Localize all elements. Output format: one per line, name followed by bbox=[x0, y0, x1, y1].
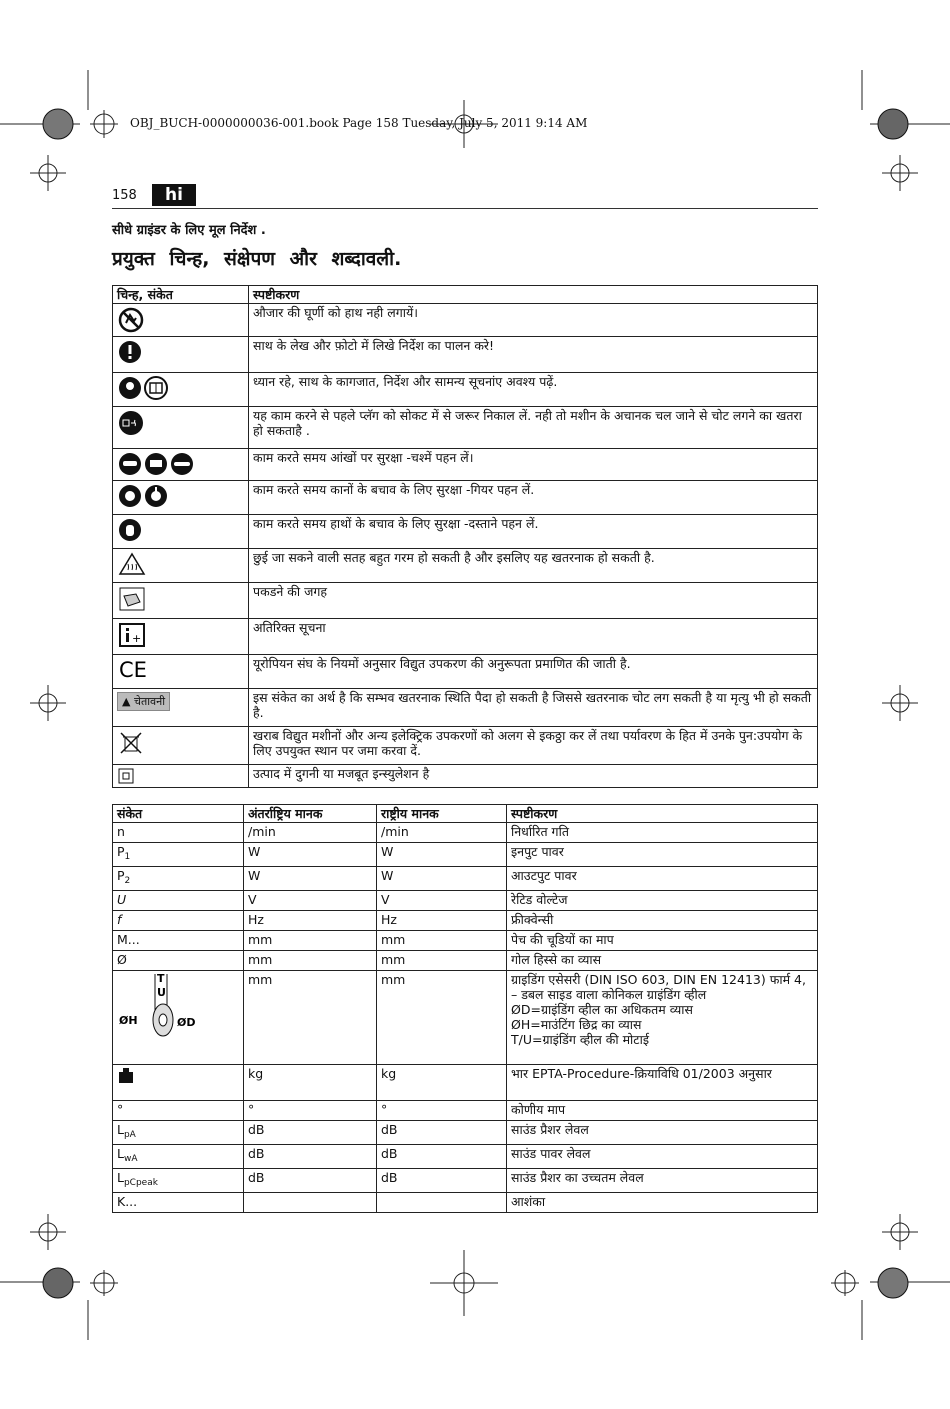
unit-symbol: $P_1$ bbox=[113, 843, 244, 867]
mandatory-exclamation-icon bbox=[113, 337, 249, 373]
unit-description: साउंड प्रैशर का उच्चतम लेवल bbox=[507, 1169, 818, 1193]
symbol-explanation: उत्पाद में दुगनी या मजबूत इन्स्युलेशन है bbox=[249, 765, 818, 788]
intl-unit: dB bbox=[244, 1121, 377, 1145]
no-touch-rotating-icon bbox=[113, 304, 249, 337]
symbol-explanation: पकडने की जगह bbox=[249, 583, 818, 619]
unit-description: रेटिड वोल्टेज bbox=[507, 891, 818, 911]
unit-row bbox=[113, 1145, 818, 1169]
warning-icon bbox=[113, 689, 249, 727]
col-header-symbol: चिन्ह, संकेत bbox=[113, 286, 249, 304]
intl-unit: V bbox=[244, 891, 377, 911]
intl-unit: /min bbox=[244, 823, 377, 843]
grinding-wheel-diagram bbox=[117, 972, 197, 1058]
unit-symbol: $P_2$ bbox=[113, 867, 244, 891]
unit-description: आउटपुट पावर bbox=[507, 867, 818, 891]
national-unit: mm bbox=[377, 931, 507, 951]
symbol-row bbox=[113, 481, 818, 515]
national-unit: /min bbox=[377, 823, 507, 843]
book-header: OBJ_BUCH-0000000036-001.book Page 158 Tuesday, July 5, 2011 9:14 AM bbox=[130, 116, 588, 130]
unit-description: फ्रीक्वेन्सी bbox=[507, 911, 818, 931]
intl-unit: dB bbox=[244, 1169, 377, 1193]
national-unit: mm bbox=[377, 951, 507, 971]
symbol-row bbox=[113, 655, 818, 689]
hot-surface-icon bbox=[113, 549, 249, 583]
national-unit: W bbox=[377, 867, 507, 891]
document-subtitle: सीधे ग्राइंडर के लिए मूल निर्देश . bbox=[112, 223, 266, 238]
unit-description: गोल हिस्से का व्यास bbox=[507, 951, 818, 971]
intl-unit: Hz bbox=[244, 911, 377, 931]
unit-row bbox=[113, 867, 818, 891]
unit-row bbox=[113, 1169, 818, 1193]
intl-unit: mm bbox=[244, 931, 377, 951]
symbol-row bbox=[113, 449, 818, 481]
symbol-explanation: यह काम करने से पहले प्लॅग को सोकट में से जरूर निकाल लें. नही तो मशीन के अचानक चल जाने से चोट लगने का खतरा हो सकताहै . bbox=[249, 407, 818, 449]
symbol-explanation: छुई जा सकने वाली सतह बहुत गरम हो सकती है और इसलिए यह खतरनाक हो सकती है. bbox=[249, 549, 818, 583]
svg-text:ØD: ØD bbox=[177, 1016, 196, 1029]
weight-icon bbox=[117, 1066, 135, 1084]
unit-row bbox=[113, 891, 818, 911]
ear-protection-icon bbox=[113, 481, 249, 515]
units-table bbox=[112, 804, 818, 1213]
symbol-row bbox=[113, 689, 818, 727]
col-header-intl: अंतर्राष्ट्रिय मानक bbox=[244, 805, 377, 823]
unit-symbol: K... bbox=[113, 1193, 244, 1213]
symbol-explanation: खराब विद्युत मशीनों और अन्य इलेक्ट्रिक उपकरणों को अलग से इकठ्ठा कर लें तथा पर्यावरण के हित में उनके पुन:उपयोग के लिए उपयुक्त स्थान पर जमा करवा दें. bbox=[249, 727, 818, 765]
unit-row bbox=[113, 823, 818, 843]
svg-text:T: T bbox=[157, 972, 165, 985]
unit-description: आशंका bbox=[507, 1193, 818, 1213]
national-unit: kg bbox=[377, 1065, 507, 1101]
symbol-row bbox=[113, 583, 818, 619]
grip-area-icon bbox=[113, 583, 249, 619]
svg-text:CE: CE bbox=[119, 658, 147, 680]
symbol-row bbox=[113, 337, 818, 373]
warning-label: ▲ चेतावनी bbox=[117, 692, 170, 711]
intl-unit bbox=[244, 1193, 377, 1213]
national-unit: V bbox=[377, 891, 507, 911]
national-unit: ° bbox=[377, 1101, 507, 1121]
national-unit: dB bbox=[377, 1121, 507, 1145]
symbol-explanation: औजार की घूर्णी को हाथ नही लगायें। bbox=[249, 304, 818, 337]
symbol-explanation: काम करते समय कानों के बचाव के लिए सुरक्षा -गियर पहन लें. bbox=[249, 481, 818, 515]
unit-description: पेच की चूडियों का माप bbox=[507, 931, 818, 951]
unit-row bbox=[113, 843, 818, 867]
unit-row bbox=[113, 1101, 818, 1121]
unit-row bbox=[113, 1193, 818, 1213]
national-unit: W bbox=[377, 843, 507, 867]
symbol-row bbox=[113, 727, 818, 765]
unit-symbol bbox=[113, 1065, 244, 1101]
intl-unit: dB bbox=[244, 1145, 377, 1169]
intl-unit: mm bbox=[244, 951, 377, 971]
symbol-explanation: साथ के लेख और फ़ोटो में लिखे निर्देश का पालन करे! bbox=[249, 337, 818, 373]
col-header-explanation: स्पष्टीकरण bbox=[249, 286, 818, 304]
unit-symbol: Ø bbox=[113, 951, 244, 971]
unit-symbol: $L_{pA}$ bbox=[113, 1121, 244, 1145]
unit-symbol: ° bbox=[113, 1101, 244, 1121]
page-title: प्रयुक्त चिन्ह, संक्षेपण और शब्दावली. bbox=[112, 248, 402, 270]
svg-text:U: U bbox=[157, 986, 166, 999]
national-unit: dB bbox=[377, 1169, 507, 1193]
unit-row bbox=[113, 931, 818, 951]
header-rule bbox=[112, 208, 818, 209]
unit-symbol: M... bbox=[113, 931, 244, 951]
unit-symbol: U bbox=[113, 891, 244, 911]
unit-description: कोणीय माप bbox=[507, 1101, 818, 1121]
ce-mark-icon bbox=[113, 655, 249, 689]
double-insulation-icon bbox=[113, 765, 249, 788]
national-unit: mm bbox=[377, 971, 507, 1065]
svg-text:+: + bbox=[132, 632, 142, 645]
unit-symbol: $L_{pCpeak}$ bbox=[113, 1169, 244, 1193]
unit-description: इनपुट पावर bbox=[507, 843, 818, 867]
symbols-table bbox=[112, 285, 818, 788]
symbol-row bbox=[113, 373, 818, 407]
gloves-icon bbox=[113, 515, 249, 549]
national-unit: dB bbox=[377, 1145, 507, 1169]
intl-unit: kg bbox=[244, 1065, 377, 1101]
unit-description: भार EPTA-Procedure-क्रियाविधि 01/2003 अनुसार bbox=[507, 1065, 818, 1101]
national-unit: Hz bbox=[377, 911, 507, 931]
unplug-icon bbox=[113, 407, 249, 449]
symbol-explanation: काम करते समय हाथों के बचाव के लिए सुरक्षा -दस्ताने पहन लें. bbox=[249, 515, 818, 549]
symbol-explanation: ध्यान रहे, साथ के कागजात, निर्देश और सामन्य सूचनांए अवश्य पढ़ें. bbox=[249, 373, 818, 407]
unit-row bbox=[113, 971, 818, 1065]
unit-row bbox=[113, 1065, 818, 1101]
language-tab: hi bbox=[152, 184, 196, 206]
intl-unit: ° bbox=[244, 1101, 377, 1121]
unit-description: निर्धारित गति bbox=[507, 823, 818, 843]
unit-symbol: f bbox=[113, 911, 244, 931]
svg-text:ØH: ØH bbox=[119, 1014, 138, 1027]
intl-unit: W bbox=[244, 843, 377, 867]
col-header-national: राष्ट्रीय मानक bbox=[377, 805, 507, 823]
col-header-desc: स्पष्टीकरण bbox=[507, 805, 818, 823]
unit-symbol: $L_{wA}$ bbox=[113, 1145, 244, 1169]
unit-description: ग्राइडिंग एसेसरी (DIN ISO 603, DIN EN 12413) फार्म 4, – डबल साइड वाला कोनिकल ग्राइंडिंग व्हील ØD=ग्राइंडिंग व्हील का अधिकतम व्यास ØH=माउंटिंग छिद्र का व्यास T/U=ग्राइंडिंग व्हील की मोटाई bbox=[507, 971, 818, 1065]
intl-unit: mm bbox=[244, 971, 377, 1065]
unit-description: साउंड पावर लेवल bbox=[507, 1145, 818, 1169]
symbol-explanation: यूरोपियन संघ के नियमों अनुसार विद्युत उपकरण की अनुरूपता प्रमाणित की जाती है. bbox=[249, 655, 818, 689]
symbol-row bbox=[113, 407, 818, 449]
col-header-sign: संकेत bbox=[113, 805, 244, 823]
weee-bin-icon bbox=[113, 727, 249, 765]
page-number: 158 bbox=[112, 188, 137, 203]
national-unit bbox=[377, 1193, 507, 1213]
symbol-row bbox=[113, 549, 818, 583]
intl-unit: W bbox=[244, 867, 377, 891]
unit-symbol bbox=[113, 971, 244, 1065]
symbol-row bbox=[113, 515, 818, 549]
read-manual-icon bbox=[113, 373, 249, 407]
unit-row bbox=[113, 951, 818, 971]
symbol-explanation: काम करते समय आंखों पर सुरक्षा -चश्में पहन लें। bbox=[249, 449, 818, 481]
unit-row bbox=[113, 1121, 818, 1145]
unit-row bbox=[113, 911, 818, 931]
symbol-row bbox=[113, 304, 818, 337]
info-icon bbox=[113, 619, 249, 655]
unit-description: साउंड प्रैशर लेवल bbox=[507, 1121, 818, 1145]
eye-protection-icon bbox=[113, 449, 249, 481]
symbol-explanation: इस संकेत का अर्थ है कि सम्भव खतरनाक स्थिति पैदा हो सकती है जिससे खतरनाक चोट लग सकती है या मृत्यु भी हो सकती है. bbox=[249, 689, 818, 727]
symbol-explanation: अतिरिक्त सूचना bbox=[249, 619, 818, 655]
unit-symbol: n bbox=[113, 823, 244, 843]
symbol-row bbox=[113, 619, 818, 655]
symbol-row bbox=[113, 765, 818, 788]
